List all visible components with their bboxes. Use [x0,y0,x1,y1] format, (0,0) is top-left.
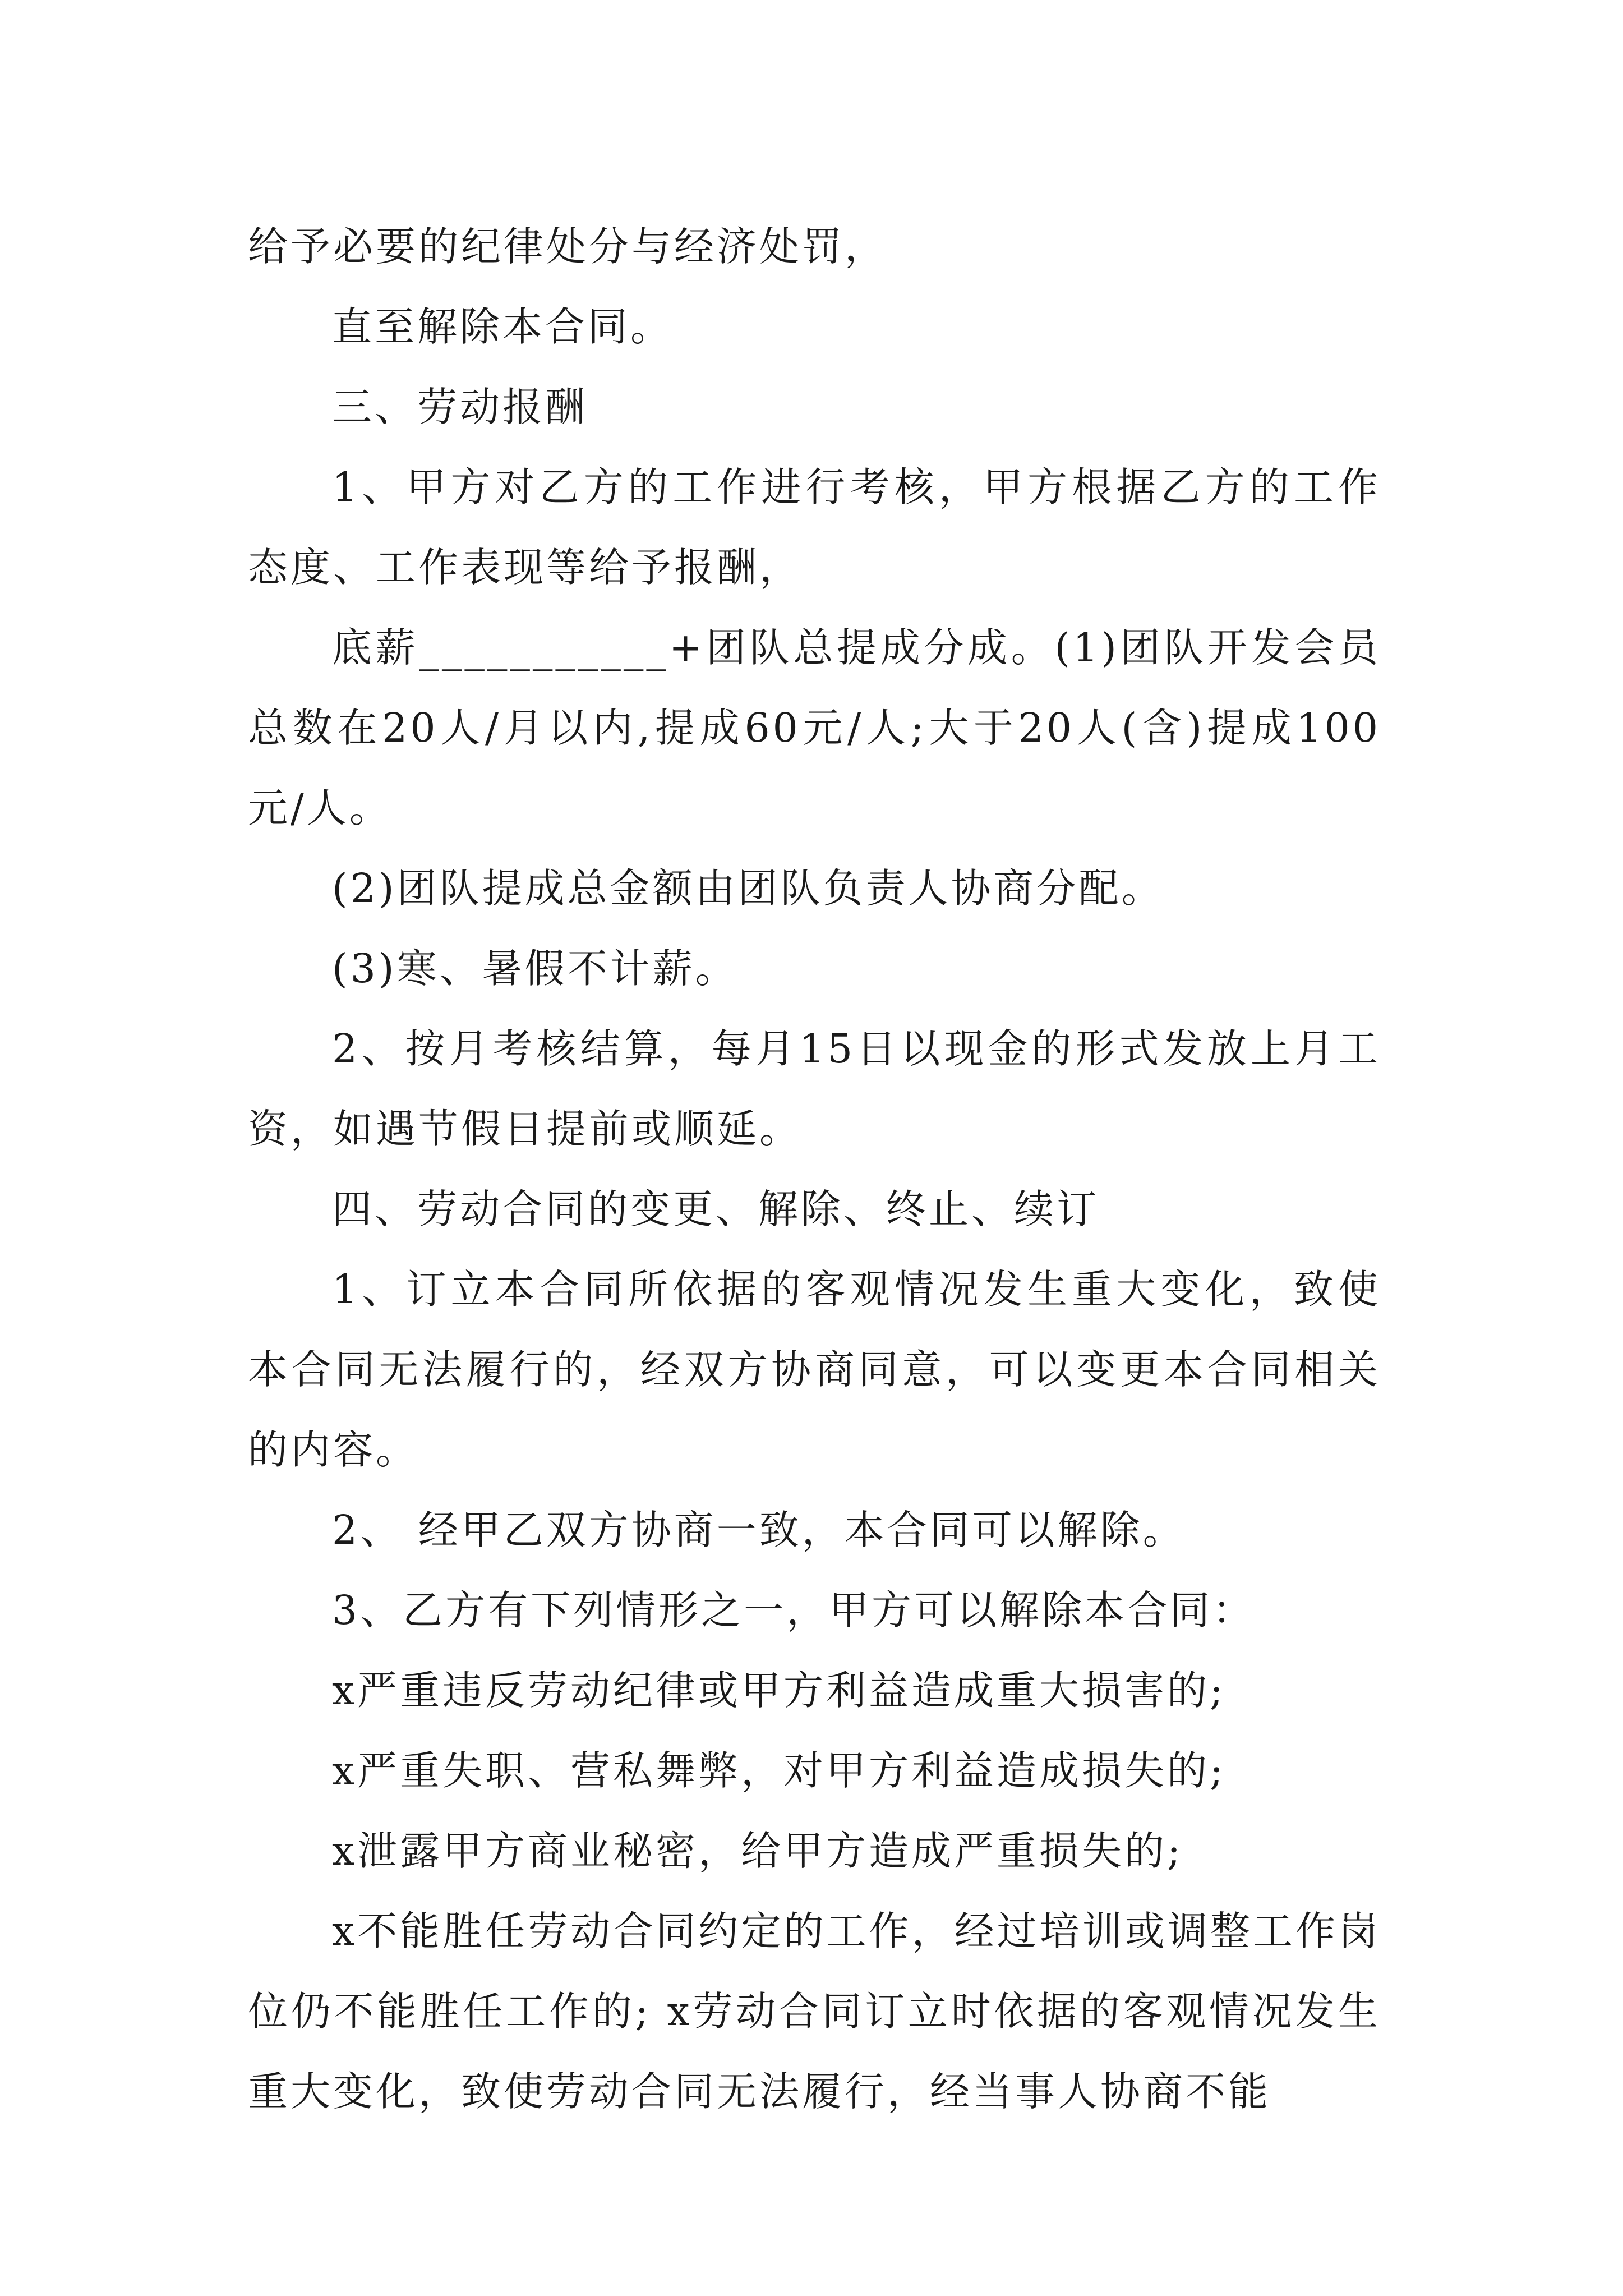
paragraph-assessment: 1、甲方对乙方的工作进行考核，甲方根据乙方的工作态度、工作表现等给予报酬， [248,464,1381,591]
paragraph-mutual-termination: 2、 经甲乙双方协商一致，本合同可以解除。 [332,1507,1186,1553]
paragraph-payment-schedule: 2、按月考核结算，每月15日以现金的形式发放上月工资，如遇节假日提前或顺延。 [248,1025,1381,1152]
paragraph-termination-grounds: 3、乙方有下列情形之一，甲方可以解除本合同： [332,1587,1256,1634]
paragraph-base-salary [248,608,1381,848]
commission-text: +团队总提成分成。(1)团队开发会员总数在20人/月以内,提成60元/人;大于20人(含)提成100元/人。 [248,624,1381,831]
list-item-negligence: x严重失职、营私舞弊，对甲方利益造成损失的; [332,1747,1226,1794]
paragraph-commission-distribution: (2)团队提成总金额由团队负责人协商分配。 [332,865,1164,912]
base-salary-blank: ___________ [419,624,669,671]
list-item-violation: x严重违反劳动纪律或甲方利益造成重大损害的; [332,1667,1226,1714]
paragraph-1: 给予必要的纪律处分与经济处罚， [248,223,888,270]
section-heading-labor-pay: 三、劳动报酬 [332,384,588,430]
list-item-secrets: x泄露甲方商业秘密，给甲方造成严重损失的; [332,1828,1183,1874]
paragraph-2: 直至解除本合同。 [332,303,674,350]
contract-body [248,206,1381,2132]
paragraph-vacation: (3)寒、暑假不计薪。 [332,945,738,992]
section-heading-contract-changes: 四、劳动合同的变更、解除、终止、续订 [332,1186,1100,1232]
list-item-incompetence: x不能胜任劳动合同约定的工作，经过培训或调整工作岗位仍不能胜任工作的; x劳动合同订立时依据的客观情况发生重大变化，致使劳动合同无法履行，经当事人协商不能 [248,1908,1381,2115]
base-salary-label: 底薪 [332,624,419,671]
paragraph-change-conditions: 1、订立本合同所依据的客观情况发生重大变化，致使本合同无法履行的，经双方协商同意，可以变更本合同相关的内容。 [248,1266,1381,1473]
